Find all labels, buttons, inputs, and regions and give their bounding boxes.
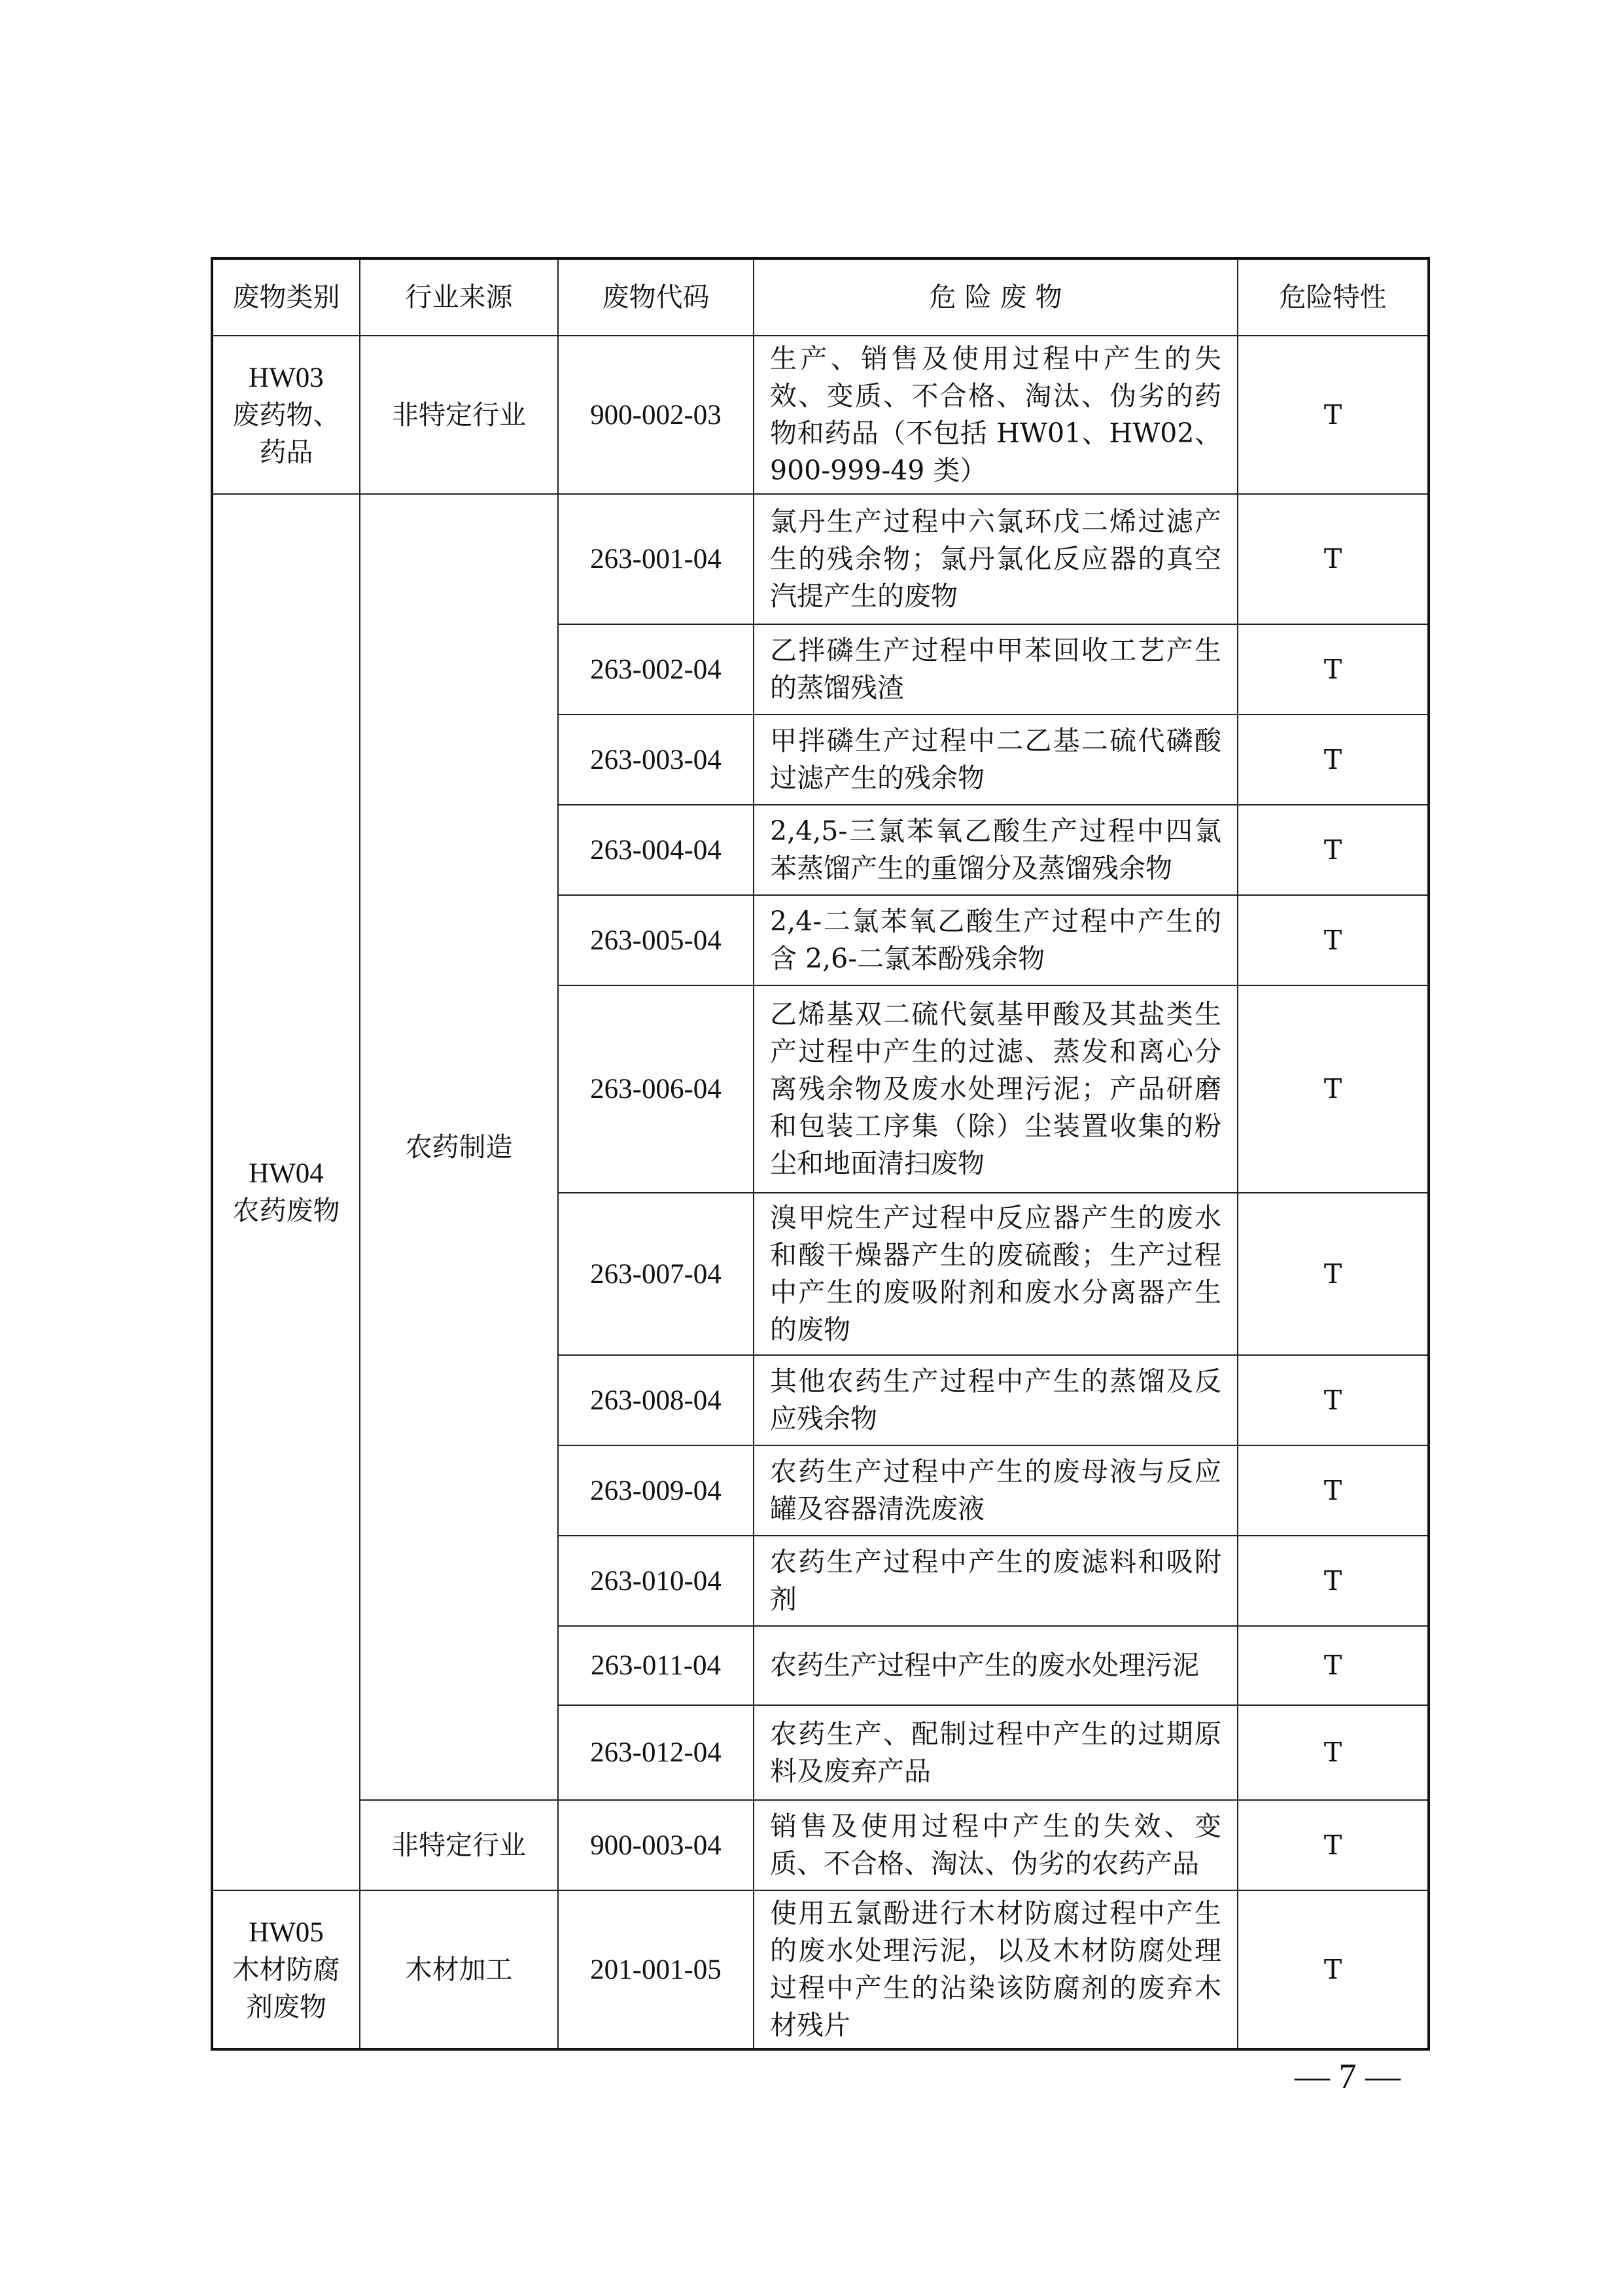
hazard-property-cell: T [1238, 1626, 1429, 1705]
waste-description-cell: 使用五氯酚进行木材防腐过程中产生的废水处理污泥，以及木材防腐处理过程中产生的沾染该防腐剂的废弃木材残片 [754, 1890, 1238, 2049]
category-cell [212, 494, 360, 1890]
header-waste-code: 废物代码 [558, 258, 754, 336]
table-row [212, 336, 1429, 494]
waste-code-cell: 263-007-04 [558, 1193, 754, 1355]
waste-code-cell: 263-008-04 [558, 1355, 754, 1445]
waste-description-cell: 农药生产、配制过程中产生的过期原料及废弃产品 [754, 1705, 1238, 1800]
header-category: 废物类别 [212, 258, 360, 336]
table-row [212, 494, 1429, 624]
industry-source-cell: 非特定行业 [360, 336, 558, 494]
hazard-property-cell: T [1238, 1890, 1429, 2049]
waste-code-cell: 263-012-04 [558, 1705, 754, 1800]
hazard-property-cell: T [1238, 715, 1429, 805]
waste-description-cell: 溴甲烷生产过程中反应器产生的废水和酸干燥器产生的废硫酸；生产过程中产生的废吸附剂和废水分离器产生的废物 [754, 1193, 1238, 1355]
waste-description-cell: 生产、销售及使用过程中产生的失效、变质、不合格、淘汰、伪劣的药物和药品（不包括 HW01、HW02、900-999-49 类） [754, 336, 1238, 494]
hazard-property-cell: T [1238, 1800, 1429, 1890]
waste-code-cell: 263-001-04 [558, 494, 754, 624]
header-industry-source: 行业来源 [360, 258, 558, 336]
category-name: 废药物、药品 [232, 398, 340, 468]
category-code: HW03 [249, 362, 324, 393]
waste-description-cell: 甲拌磷生产过程中二乙基二硫代磷酸过滤产生的残余物 [754, 715, 1238, 805]
waste-description-cell: 农药生产过程中产生的废母液与反应罐及容器清洗废液 [754, 1445, 1238, 1536]
waste-code-cell: 263-009-04 [558, 1445, 754, 1536]
industry-source-cell: 木材加工 [360, 1890, 558, 2049]
waste-description-cell: 2,4,5-三氯苯氧乙酸生产过程中四氯苯蒸馏产生的重馏分及蒸馏残余物 [754, 805, 1238, 895]
waste-code-cell: 900-003-04 [558, 1800, 754, 1890]
waste-description-cell: 乙拌磷生产过程中甲苯回收工艺产生的蒸馏残渣 [754, 624, 1238, 715]
table-row [212, 1890, 1429, 2049]
waste-description-cell: 农药生产过程中产生的废滤料和吸附剂 [754, 1536, 1238, 1626]
hazard-property-cell: T [1238, 895, 1429, 985]
waste-code-cell: 900-002-03 [558, 336, 754, 494]
industry-source-cell: 农药制造 [360, 494, 558, 1800]
table-header-row [212, 258, 1429, 336]
waste-code-cell: 263-002-04 [558, 624, 754, 715]
waste-code-cell: 263-003-04 [558, 715, 754, 805]
category-name: 农药废物 [232, 1195, 340, 1226]
waste-code-cell: 263-010-04 [558, 1536, 754, 1626]
industry-source-cell: 非特定行业 [360, 1800, 558, 1890]
category-cell [212, 336, 360, 494]
hazard-property-cell: T [1238, 494, 1429, 624]
waste-description-cell: 销售及使用过程中产生的失效、变质、不合格、淘汰、伪劣的农药产品 [754, 1800, 1238, 1890]
category-code: HW04 [249, 1158, 324, 1189]
hazard-property-cell: T [1238, 1705, 1429, 1800]
category-cell [212, 1890, 360, 2049]
hazard-property-cell: T [1238, 1193, 1429, 1355]
header-hazard-property: 危险特性 [1238, 258, 1429, 336]
hazardous-waste-table [211, 257, 1430, 2051]
hazard-property-cell: T [1238, 1355, 1429, 1445]
waste-code-cell: 263-005-04 [558, 895, 754, 985]
hazard-property-cell: T [1238, 624, 1429, 715]
page-number: — 7 — [1295, 2057, 1401, 2096]
header-hazardous-waste: 危 险 废 物 [754, 258, 1238, 336]
waste-code-cell: 263-006-04 [558, 985, 754, 1193]
hazard-property-cell: T [1238, 1536, 1429, 1626]
category-name: 木材防腐剂废物 [232, 1953, 340, 2022]
waste-description-cell: 农药生产过程中产生的废水处理污泥 [754, 1626, 1238, 1705]
hazard-property-cell: T [1238, 336, 1429, 494]
waste-description-cell: 氯丹生产过程中六氯环戊二烯过滤产生的残余物；氯丹氯化反应器的真空汽提产生的废物 [754, 494, 1238, 624]
hazard-property-cell: T [1238, 985, 1429, 1193]
hazard-property-cell: T [1238, 805, 1429, 895]
table-row [212, 1800, 1429, 1890]
hazard-property-cell: T [1238, 1445, 1429, 1536]
waste-description-cell: 其他农药生产过程中产生的蒸馏及反应残余物 [754, 1355, 1238, 1445]
waste-code-cell: 263-004-04 [558, 805, 754, 895]
waste-code-cell: 263-011-04 [558, 1626, 754, 1705]
waste-description-cell: 2,4-二氯苯氧乙酸生产过程中产生的含 2,6-二氯苯酚残余物 [754, 895, 1238, 985]
category-code: HW05 [249, 1916, 324, 1948]
waste-description-cell: 乙烯基双二硫代氨基甲酸及其盐类生产过程中产生的过滤、蒸发和离心分离残余物及废水处理污泥；产品研磨和包装工序集（除）尘装置收集的粉尘和地面清扫废物 [754, 985, 1238, 1193]
waste-code-cell: 201-001-05 [558, 1890, 754, 2049]
